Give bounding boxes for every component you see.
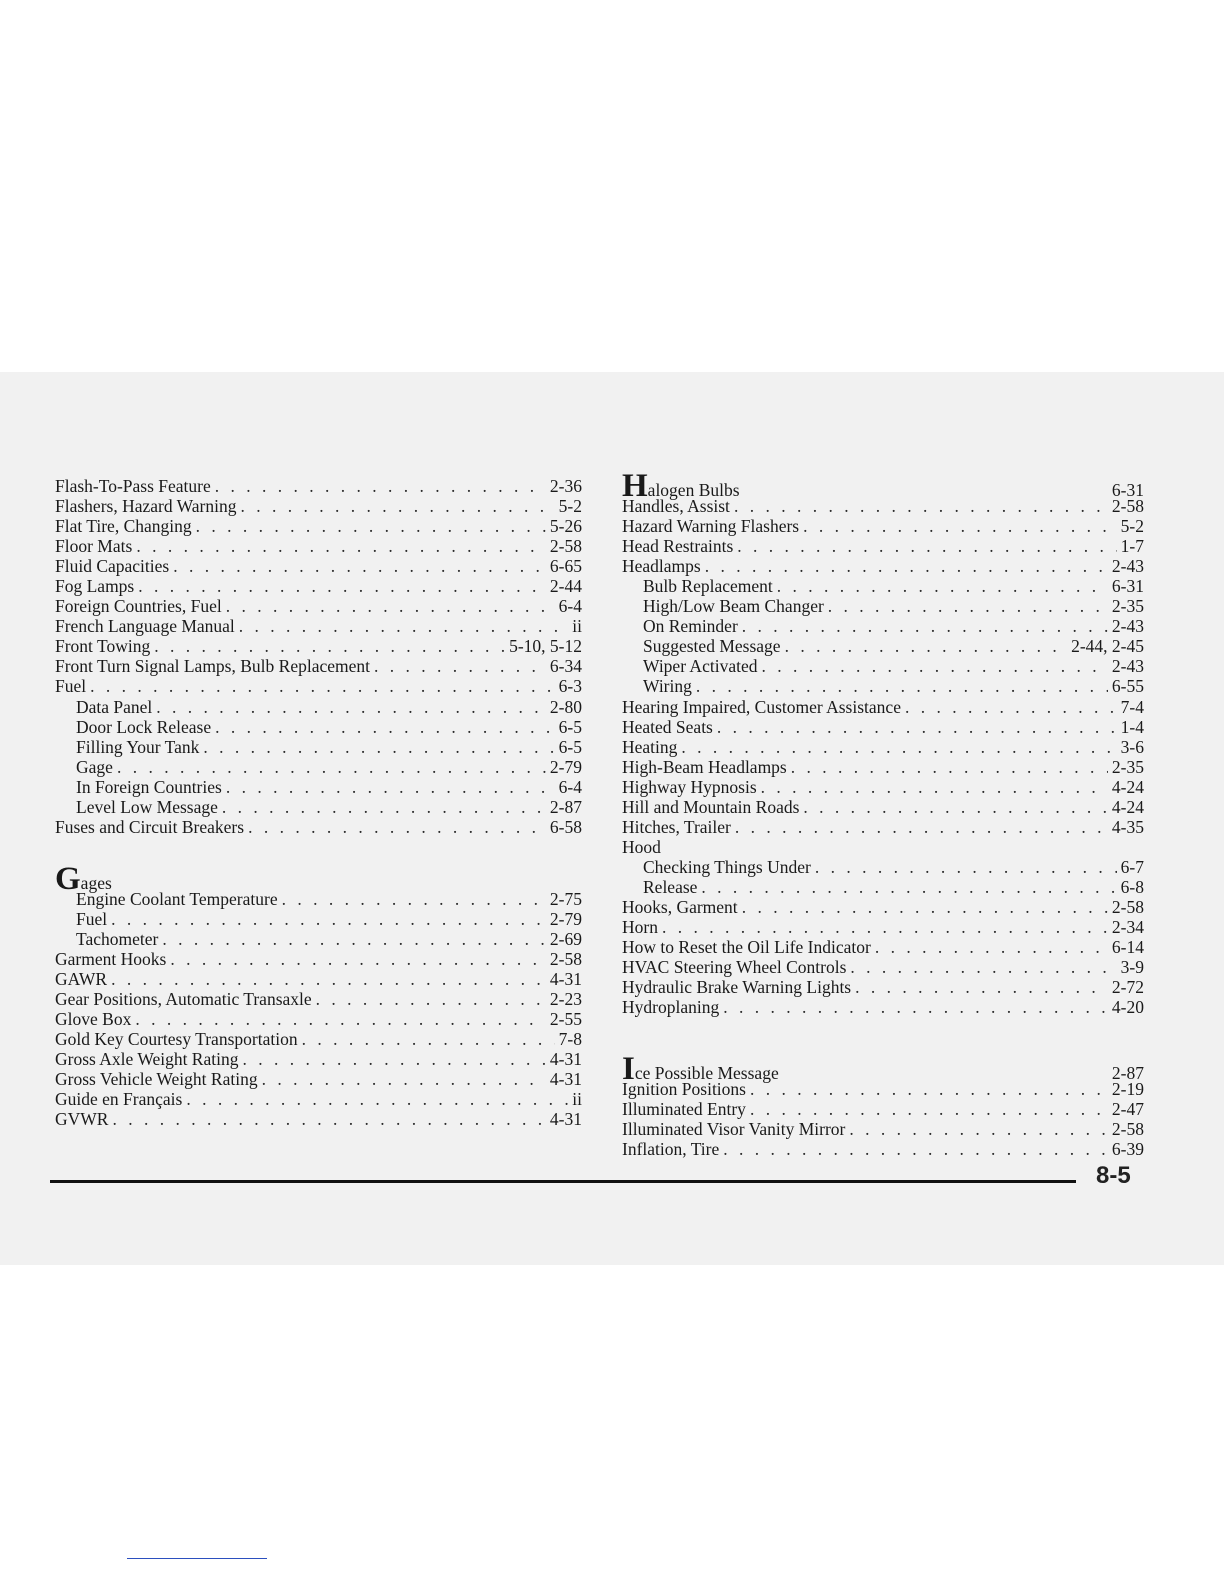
index-entry	[622, 817, 1144, 837]
index-entry	[622, 777, 1144, 797]
footer-underline	[127, 1558, 267, 1559]
entry-page: 6-3	[558, 676, 582, 697]
index-subentry	[55, 717, 582, 737]
entry-label: Hitches, Trailer	[622, 816, 731, 837]
index-entry	[55, 576, 582, 596]
index-entry	[55, 556, 582, 576]
dot-leader	[90, 676, 555, 696]
entry-label: Hood	[622, 836, 661, 857]
entry-page: 4-31	[549, 969, 582, 990]
entry-page: 6-4	[558, 776, 582, 797]
dot-leader	[117, 757, 546, 777]
index-subentry	[622, 596, 1144, 616]
index-entry	[622, 897, 1144, 917]
entry-page: 2-79	[549, 756, 582, 777]
entry-label: Highway Hypnosis	[622, 776, 757, 797]
section-heading-g	[55, 860, 582, 897]
dot-leader	[215, 717, 555, 737]
dot-leader	[750, 1079, 1108, 1099]
entry-label: alogen Bulbs	[647, 480, 740, 500]
entry-label: Fuel	[76, 908, 108, 929]
index-entry	[622, 516, 1144, 536]
index-entry	[622, 1139, 1144, 1159]
dot-leader	[723, 997, 1108, 1017]
entry-label: Foreign Countries, Fuel	[55, 596, 222, 617]
entry-label: Gross Axle Weight Rating	[55, 1049, 239, 1070]
dot-leader	[226, 777, 555, 797]
index-entry	[55, 596, 582, 616]
entry-page: 7-4	[1120, 696, 1144, 717]
entry-label: Suggested Message	[643, 636, 781, 657]
section-gap	[55, 837, 582, 869]
dot-leader	[302, 1029, 555, 1049]
dot-leader	[222, 797, 546, 817]
dot-leader	[173, 556, 546, 576]
index-entry	[622, 957, 1144, 977]
dot-leader	[226, 596, 555, 616]
dot-leader	[785, 636, 1068, 656]
dot-leader	[248, 817, 546, 837]
entry-label: French Language Manual	[55, 616, 235, 637]
entry-page: 2-58	[1111, 896, 1144, 917]
entry-label: Filling Your Tank	[76, 736, 200, 757]
entry-label: Hooks, Garment	[622, 896, 738, 917]
dot-leader	[135, 1009, 546, 1029]
index-entry	[55, 656, 582, 676]
entry-page: 6-5	[558, 716, 582, 737]
dot-leader	[136, 536, 546, 556]
index-subentry	[55, 889, 582, 909]
bottom-rule	[50, 1180, 1076, 1183]
dot-leader	[282, 889, 546, 909]
index-entry	[622, 1119, 1144, 1139]
dot-leader	[750, 1099, 1108, 1119]
entry-label: Gold Key Courtesy Transportation	[55, 1029, 298, 1050]
entry-label: Release	[643, 876, 698, 897]
index-entry	[55, 496, 582, 516]
dot-leader	[374, 656, 546, 676]
dot-leader	[905, 697, 1117, 717]
entry-label: Fog Lamps	[55, 576, 135, 597]
dot-leader	[138, 576, 546, 596]
dot-leader	[803, 516, 1117, 536]
dot-leader	[855, 977, 1108, 997]
index-entry	[55, 676, 582, 696]
entry-page: 6-31	[1111, 576, 1144, 597]
entry-label: ce Possible Message	[634, 1063, 779, 1084]
entry-page: 6-7	[1120, 856, 1144, 877]
index-subentry	[622, 616, 1144, 636]
dot-leader	[156, 697, 546, 717]
entry-label: High/Low Beam Changer	[643, 596, 824, 617]
index-entry	[55, 1029, 582, 1049]
dot-leader	[849, 1119, 1108, 1139]
entry-page: 2-80	[549, 696, 582, 717]
entry-page: 2-75	[549, 888, 582, 909]
index-entry	[55, 969, 582, 989]
entry-page: 4-24	[1111, 776, 1144, 797]
entry-label: Heating	[622, 736, 678, 757]
index-subentry	[622, 656, 1144, 676]
entry-page: 2-43	[1111, 616, 1144, 637]
section-initial: I	[622, 1051, 635, 1088]
index-subentry	[622, 857, 1144, 877]
dot-leader	[186, 1089, 568, 1109]
entry-label: Hydraulic Brake Warning Lights	[622, 977, 852, 998]
index-subentry	[622, 636, 1144, 656]
entry-label: Floor Mats	[55, 536, 133, 557]
dot-leader	[761, 777, 1108, 797]
index-entry	[622, 496, 1144, 516]
entry-label: Bulb Replacement	[643, 576, 773, 597]
dot-leader	[662, 917, 1108, 937]
entry-label: Tachometer	[76, 928, 159, 949]
index-entry	[55, 1009, 582, 1029]
dot-leader	[761, 656, 1107, 676]
entry-label: Fluid Capacities	[55, 556, 170, 577]
entry-page: 5-26	[549, 516, 582, 537]
entry-page: 6-8	[1120, 876, 1144, 897]
entry-page: 2-34	[1111, 917, 1144, 938]
dot-leader	[681, 737, 1116, 757]
dot-leader	[828, 596, 1108, 616]
entry-label: Hill and Mountain Roads	[622, 796, 800, 817]
index-entry	[622, 556, 1144, 576]
entry-label: Flashers, Hazard Warning	[55, 496, 237, 517]
entry-label: How to Reset the Oil Life Indicator	[622, 937, 871, 958]
entry-label: Checking Things Under	[643, 856, 811, 877]
index-subentry	[55, 737, 582, 757]
entry-label: Inflation, Tire	[622, 1139, 720, 1160]
entry-page: 2-58	[549, 949, 582, 970]
entry-label: Flat Tire, Changing	[55, 516, 192, 537]
entry-page: 5-2	[558, 496, 582, 517]
index-entry	[55, 817, 582, 837]
dot-leader	[815, 857, 1117, 877]
dot-leader	[112, 1109, 545, 1129]
dot-leader	[215, 476, 546, 496]
entry-label: Level Low Message	[76, 796, 218, 817]
dot-leader	[111, 909, 546, 929]
dot-leader	[111, 969, 546, 989]
entry-page: 4-31	[549, 1069, 582, 1090]
dot-leader	[777, 576, 1108, 596]
index-subentry	[55, 757, 582, 777]
index-entry	[55, 949, 582, 969]
dot-leader	[850, 957, 1116, 977]
section-gap	[622, 1017, 1144, 1059]
entry-page: 4-35	[1111, 816, 1144, 837]
index-entry	[55, 989, 582, 1009]
entry-label: In Foreign Countries	[76, 776, 222, 797]
entry-page: 5-2	[1120, 516, 1144, 537]
dot-leader	[803, 797, 1108, 817]
index-entry	[622, 797, 1144, 817]
entry-page: 6-39	[1111, 1139, 1144, 1160]
dot-leader	[735, 817, 1108, 837]
entry-page: 6-58	[549, 816, 582, 837]
index-subentry	[55, 929, 582, 949]
dot-leader	[705, 556, 1108, 576]
section-heading-i	[622, 1051, 1144, 1088]
entry-page: 2-36	[549, 476, 582, 496]
dot-leader	[154, 636, 505, 656]
dot-leader	[742, 616, 1108, 636]
dot-leader	[162, 929, 546, 949]
entry-label: Hearing Impaired, Customer Assistance	[622, 696, 901, 717]
entry-label: On Reminder	[643, 616, 738, 637]
index-entry	[622, 937, 1144, 957]
index-entry	[55, 1089, 582, 1109]
entry-label: High-Beam Headlamps	[622, 756, 787, 777]
entry-page: 4-31	[549, 1049, 582, 1070]
section-heading-h	[622, 468, 1144, 504]
entry-page: 2-47	[1111, 1099, 1144, 1120]
entry-label: Wiper Activated	[643, 656, 758, 677]
dot-leader	[203, 737, 554, 757]
entry-page: 3-9	[1120, 957, 1144, 978]
entry-label: Hydroplaning	[622, 997, 720, 1018]
entry-page: 2-58	[1111, 496, 1144, 517]
index-entry	[55, 476, 582, 496]
dot-leader	[262, 1069, 546, 1089]
page-number: 8-5	[1096, 1162, 1131, 1189]
entry-label: Horn	[622, 917, 658, 938]
index-entry	[55, 1109, 582, 1129]
dot-leader	[737, 536, 1116, 556]
index-entry	[622, 1079, 1144, 1099]
entry-label: Handles, Assist	[622, 496, 730, 517]
section-heading-text: ages	[80, 872, 112, 893]
entry-label: Ignition Positions	[622, 1079, 746, 1100]
entry-page: 2-58	[549, 536, 582, 557]
dot-leader	[316, 989, 546, 1009]
section-initial: G	[55, 860, 81, 897]
index-entry	[55, 516, 582, 536]
index-subentry	[55, 697, 582, 717]
dot-leader	[696, 676, 1108, 696]
entry-label: GAWR	[55, 969, 108, 990]
entry-page: 2-23	[549, 989, 582, 1010]
index-subentry	[622, 576, 1144, 596]
entry-label: Guide en Français	[55, 1089, 183, 1110]
entry-page: 6-5	[558, 736, 582, 757]
entry-page: 2-79	[549, 908, 582, 929]
index-subentry	[55, 909, 582, 929]
index-entry	[622, 977, 1144, 997]
index-entry	[622, 697, 1144, 717]
index-entry	[622, 717, 1144, 737]
dot-leader	[240, 496, 554, 516]
index-entry	[622, 757, 1144, 777]
dot-leader	[717, 717, 1117, 737]
entry-page: 7-8	[558, 1029, 582, 1050]
dot-leader	[701, 877, 1116, 897]
entry-label: Garment Hooks	[55, 949, 167, 970]
entry-label: Fuses and Circuit Breakers	[55, 816, 245, 837]
entry-label: Gross Vehicle Weight Rating	[55, 1069, 258, 1090]
index-entry	[55, 1049, 582, 1069]
entry-label: Fuel	[55, 676, 87, 697]
entry-label: Flash-To-Pass Feature	[55, 476, 211, 496]
entry-page: 2-35	[1111, 756, 1144, 777]
entry-label: Door Lock Release	[76, 716, 212, 737]
entry-page: 2-44	[549, 576, 582, 597]
entry-label: Headlamps	[622, 556, 701, 577]
index-entry	[622, 536, 1144, 556]
entry-page: 6-65	[549, 556, 582, 577]
entry-label: HVAC Steering Wheel Controls	[622, 957, 847, 978]
entry-page: 6-4	[558, 596, 582, 617]
entry-label: Glove Box	[55, 1009, 132, 1030]
index-entry	[622, 997, 1144, 1017]
entry-page: 2-44, 2-45	[1071, 636, 1144, 657]
entry-page: 2-72	[1111, 977, 1144, 998]
dot-leader	[734, 496, 1108, 516]
entry-page: 6-55	[1111, 676, 1144, 697]
entry-page: 2-87	[1111, 1063, 1144, 1084]
entry-page: 2-43	[1111, 656, 1144, 677]
dot-leader	[242, 1049, 545, 1069]
entry-page: 1-4	[1120, 716, 1144, 737]
dot-leader	[239, 616, 568, 636]
entry-label: Gear Positions, Automatic Transaxle	[55, 989, 312, 1010]
entry-page: 4-31	[549, 1109, 582, 1130]
entry-page: ii	[572, 616, 582, 637]
entry-page: 2-55	[549, 1009, 582, 1030]
entry-label: GVWR	[55, 1109, 109, 1130]
entry-page: 6-31	[1111, 480, 1144, 500]
entry-label: Data Panel	[76, 696, 153, 717]
index-subentry	[55, 777, 582, 797]
index-entry	[622, 917, 1144, 937]
entry-page: 2-35	[1111, 596, 1144, 617]
section-initial: H	[622, 468, 648, 504]
dot-leader	[170, 949, 546, 969]
entry-page: 6-34	[549, 656, 582, 677]
entry-page: 2-58	[1111, 1119, 1144, 1140]
index-entry	[622, 837, 1144, 857]
entry-label: Hazard Warning Flashers	[622, 516, 800, 537]
entry-page: 3-6	[1120, 736, 1144, 757]
dot-leader	[791, 757, 1108, 777]
entry-page: 4-20	[1111, 997, 1144, 1018]
index-subentry	[622, 877, 1144, 897]
index-subentry	[622, 676, 1144, 696]
dot-leader	[196, 516, 546, 536]
entry-page: 2-87	[549, 796, 582, 817]
entry-label: Front Towing	[55, 636, 151, 657]
dot-leader	[742, 897, 1108, 917]
dot-leader	[875, 937, 1108, 957]
index-entry	[622, 737, 1144, 757]
entry-page: 2-19	[1111, 1079, 1144, 1100]
dot-leader	[723, 1139, 1108, 1159]
entry-page: 6-14	[1111, 937, 1144, 958]
index-subentry	[55, 797, 582, 817]
entry-label: Heated Seats	[622, 716, 713, 737]
entry-page: ii	[572, 1089, 582, 1110]
entry-label: Illuminated Entry	[622, 1099, 746, 1120]
entry-label: Gage	[76, 756, 113, 777]
index-entry	[55, 1069, 582, 1089]
index-entry	[55, 616, 582, 636]
index-column-right	[622, 468, 1144, 1160]
index-entry	[55, 636, 582, 656]
entry-page: 1-7	[1120, 536, 1144, 557]
entry-page: 4-24	[1111, 796, 1144, 817]
entry-label: Wiring	[643, 676, 692, 697]
index-column-left	[55, 476, 582, 1129]
entry-page: 2-43	[1111, 556, 1144, 577]
entry-label: Head Restraints	[622, 536, 734, 557]
entry-page: 2-69	[549, 928, 582, 949]
entry-label: Illuminated Visor Vanity Mirror	[622, 1119, 846, 1140]
entry-page: 5-10, 5-12	[509, 636, 582, 657]
index-entry	[55, 536, 582, 556]
index-entry	[622, 1099, 1144, 1119]
entry-label: Front Turn Signal Lamps, Bulb Replacement	[55, 656, 370, 677]
entry-label: Engine Coolant Temperature	[76, 888, 278, 909]
